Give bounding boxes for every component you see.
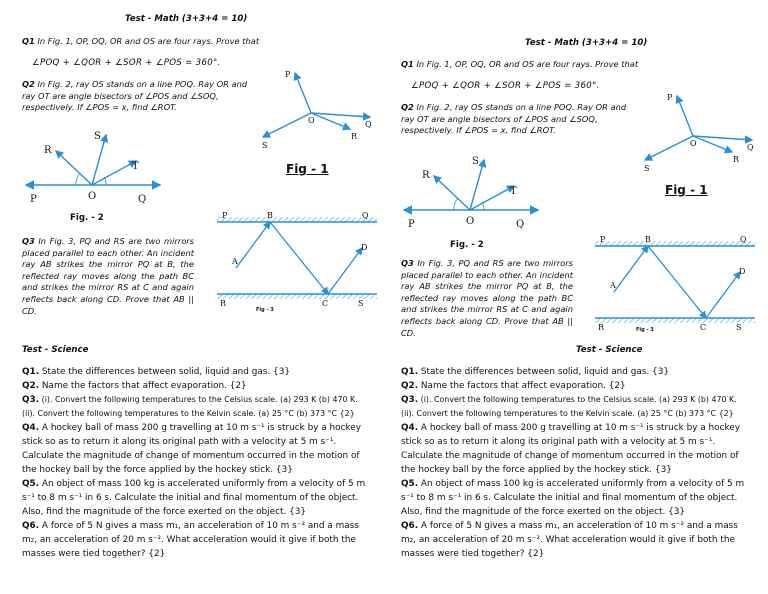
fig2-diagram — [20, 125, 165, 205]
fig3-label-q: Q — [740, 235, 747, 244]
fig1-label-q: Q — [747, 143, 754, 152]
fig2-label-s: S — [472, 156, 479, 167]
sci-q4-l1: Q4. A hockey ball of mass 200 g travelling at 10 m s⁻¹ is struck by a hockey — [401, 423, 741, 433]
fig1-label-s: S — [262, 141, 268, 150]
fig1-diagram — [255, 65, 385, 155]
fig1-diagram — [637, 88, 767, 178]
fig2-label-t: T — [132, 161, 139, 172]
sci-q3-l2: (ii). Convert the following temperatures to the Kelvin scale. (a) 25 °C (b) 373 °C {2} — [401, 409, 734, 418]
fig2-diagram — [398, 150, 543, 230]
fig3-label-s: S — [736, 323, 742, 332]
fig3-diagram — [212, 208, 384, 308]
sci-q6-l2: m₂, an acceleration of 20 m s⁻². What acceleration would it give if both the — [401, 535, 735, 545]
fig3-label-p: P — [222, 211, 228, 220]
fig2-caption: Fig. - 2 — [70, 213, 104, 223]
fig3-label-d: D — [361, 243, 368, 252]
fig1-label-q: Q — [365, 120, 372, 129]
sci-q1: Q1. State the differences between solid, liquid and gas. {3} — [22, 367, 290, 377]
sci-q4-l4: the hockey ball by the force applied by the hockey stick. {3} — [22, 465, 293, 475]
math-q1: Q1 In Fig. 1, OP, OQ, OR and OS are four rays. Prove that — [22, 36, 260, 46]
science-title: Test - Science — [22, 345, 89, 355]
sci-q3-l1: Q3. (i). Convert the following temperatures to the Celsius scale. (a) 293 K (b) 470 K. — [401, 395, 737, 405]
sci-q5-l2: s⁻¹ to 8 m s⁻¹ in 6 s. Calculate the initial and final momentum of the object. — [22, 493, 359, 503]
sci-q6-l1: Q6. A force of 5 N gives a mass m₁, an acceleration of 10 m s⁻² and a mass — [22, 521, 359, 531]
math-title: Test - Math (3+3+4 = 10) — [525, 38, 648, 48]
sci-q5-l3: Also, find the magnitude of the force exerted on the object. {3} — [401, 507, 686, 517]
sci-q4-l2: stick so as to return it along its original path with a velocity at 5 m s⁻¹. — [401, 437, 716, 447]
fig1-label-p: P — [285, 70, 291, 79]
math-title: Test - Math (3+3+4 = 10) — [125, 14, 248, 24]
sci-q2: Q2. Name the factors that affect evaporation. {2} — [401, 381, 626, 391]
fig1-label-o: O — [690, 139, 697, 148]
sci-q4-l2: stick so as to return it along its original path with a velocity at 5 m s⁻¹. — [22, 437, 337, 447]
sci-q2: Q2. Name the factors that affect evaporation. {2} — [22, 381, 247, 391]
math-q3: Q3 In Fig. 3, PQ and RS are two mirrors placed parallel to each other. An incident ray AB strikes the mirror PQ at B, the reflected ray moves along the path BC and strikes the mirror RS at C and again reflects back along CD. Prove that AB || CD. — [401, 258, 573, 338]
math-q2: Q2 In Fig. 2, ray OS stands on a line POQ. Ray OR and ray OT are angle bisectors of ∠POS and ∠SOQ, respectively. If ∠POS = x, find ∠ROT. — [22, 79, 248, 113]
fig3-label-r: R — [220, 299, 227, 308]
fig2-label-t: T — [510, 186, 517, 197]
sci-q6-l1: Q6. A force of 5 N gives a mass m₁, an acceleration of 10 m s⁻² and a mass — [401, 521, 738, 531]
fig1-label-r: R — [351, 132, 358, 141]
fig2-label-r: R — [44, 145, 52, 156]
fig1-caption: Fig - 1 — [665, 183, 708, 197]
fig1-label-r: R — [733, 155, 740, 164]
science-title: Test - Science — [576, 345, 643, 355]
fig2-caption: Fig. - 2 — [450, 240, 484, 250]
fig3-caption: Fig - 3 — [256, 307, 274, 313]
fig2-label-o: O — [466, 216, 475, 227]
sci-q6-l3: masses were tied together? {2} — [22, 549, 166, 559]
math-q1-equation: ∠POQ + ∠QOR + ∠SOR + ∠POS = 360°. — [32, 58, 221, 68]
fig3-caption: Fig - 3 — [636, 327, 654, 333]
sci-q5-l1: Q5. An object of mass 100 kg is accelerated uniformly from a velocity of 5 m — [401, 479, 745, 489]
fig3-label-a: A — [232, 257, 238, 266]
fig2-label-q: Q — [516, 219, 525, 230]
sci-q5-l3: Also, find the magnitude of the force exerted on the object. {3} — [22, 507, 307, 517]
fig3-label-c: C — [322, 299, 329, 308]
fig3-label-c: C — [700, 323, 707, 332]
fig3-label-b: B — [645, 235, 651, 244]
math-q1: Q1 In Fig. 1, OP, OQ, OR and OS are four rays. Prove that — [401, 59, 639, 69]
fig2-label-o: O — [88, 191, 97, 202]
sci-q4-l3: Calculate the magnitude of change of momentum occurred in the motion of — [22, 451, 360, 461]
sci-q4-l3: Calculate the magnitude of change of momentum occurred in the motion of — [401, 451, 739, 461]
fig1-label-s: S — [644, 164, 650, 173]
fig3-label-a: A — [610, 281, 616, 290]
fig1-label-o: O — [308, 116, 315, 125]
fig3-label-d: D — [739, 267, 746, 276]
fig3-label-p: P — [600, 235, 606, 244]
sci-q1: Q1. State the differences between solid, liquid and gas. {3} — [401, 367, 669, 377]
math-q3: Q3 In Fig. 3, PQ and RS are two mirrors placed parallel to each other. An incident ray AB strikes the mirror PQ at B, the reflected ray moves along the path BC and strikes the mirror RS at C and again reflects back along CD. Prove that AB || CD. — [22, 236, 194, 316]
fig3-diagram — [590, 232, 762, 332]
sci-q5-l1: Q5. An object of mass 100 kg is accelerated uniformly from a velocity of 5 m — [22, 479, 366, 489]
sci-q4-l1: Q4. A hockey ball of mass 200 g travelling at 10 m s⁻¹ is struck by a hockey — [22, 423, 362, 433]
math-q1-equation: ∠POQ + ∠QOR + ∠SOR + ∠POS = 360°. — [411, 81, 600, 91]
fig3-label-q: Q — [362, 211, 369, 220]
fig2-label-p: P — [30, 194, 37, 205]
fig2-label-q: Q — [138, 194, 147, 205]
sci-q3-l2: (ii). Convert the following temperatures to the Kelvin scale. (a) 25 °C (b) 373 °C {2} — [22, 409, 355, 418]
fig2-label-s: S — [94, 131, 101, 142]
fig2-label-r: R — [422, 170, 430, 181]
math-q2: Q2 In Fig. 2, ray OS stands on a line POQ. Ray OR and ray OT are angle bisectors of ∠POS and ∠SOQ, respectively. If ∠POS = x, find ∠ROT. — [401, 102, 627, 136]
fig3-label-s: S — [358, 299, 364, 308]
sci-q6-l3: masses were tied together? {2} — [401, 549, 545, 559]
fig1-caption: Fig - 1 — [286, 162, 329, 176]
fig2-label-p: P — [408, 219, 415, 230]
sci-q3-l1: Q3. (i). Convert the following temperatures to the Celsius scale. (a) 293 K (b) 470 K. — [22, 395, 358, 405]
fig1-label-p: P — [667, 93, 673, 102]
right-copy — [384, 0, 768, 594]
sci-q5-l2: s⁻¹ to 8 m s⁻¹ in 6 s. Calculate the initial and final momentum of the object. — [401, 493, 738, 503]
sci-q6-l2: m₂, an acceleration of 20 m s⁻². What acceleration would it give if both the — [22, 535, 356, 545]
fig3-label-r: R — [598, 323, 605, 332]
fig3-label-b: B — [267, 211, 273, 220]
sci-q4-l4: the hockey ball by the force applied by the hockey stick. {3} — [401, 465, 672, 475]
